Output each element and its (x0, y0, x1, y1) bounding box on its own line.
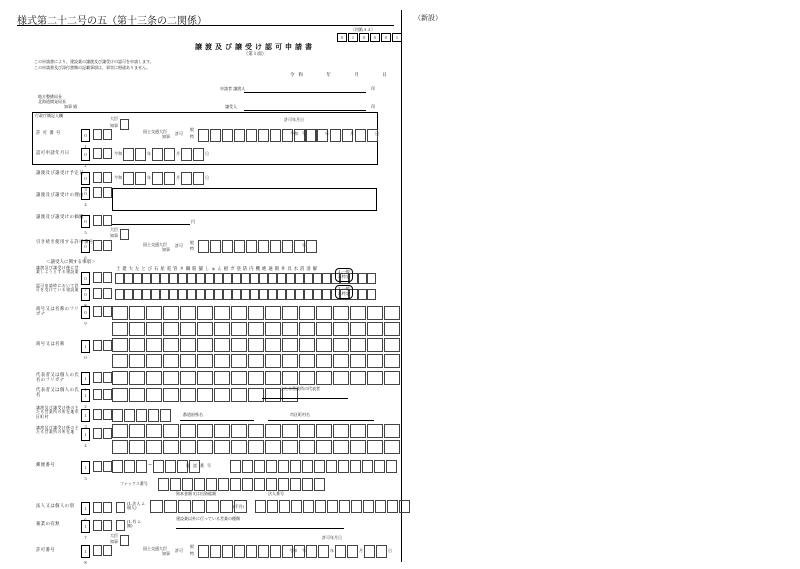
code-field[interactable] (93, 187, 112, 198)
code-field[interactable] (93, 340, 112, 351)
code-field[interactable] (93, 461, 112, 472)
general-label: 般 (190, 240, 194, 245)
type-choice-bracket (335, 285, 353, 299)
corp-number-label: 法人番号 (268, 491, 284, 496)
seal-mark: 印 (371, 86, 375, 91)
row-number: １５ (81, 461, 90, 474)
addressee-line: 知事 殿 (64, 104, 78, 109)
row-label: 譲渡及び譲受けの価額 (36, 215, 84, 220)
row-number: １０ (81, 340, 90, 353)
row-label: 代表者又は個人の氏名のフリガナ (36, 373, 80, 383)
row-number: ０６ (81, 240, 90, 253)
row-number: ０４ (81, 187, 90, 200)
row-number: １６ (81, 502, 90, 515)
license-date-field[interactable] (306, 545, 392, 558)
code-field[interactable] (93, 502, 112, 513)
main-office-rep-field[interactable] (262, 398, 348, 399)
scheduled-date-field[interactable] (123, 172, 209, 185)
continued-license-number-field[interactable] (198, 240, 317, 253)
capital-label: 資本金額又は出資総額 (176, 491, 216, 496)
assignee-section-title: ＜譲受人に関する事項＞ (46, 260, 96, 265)
era-label: 令和 (290, 131, 298, 136)
addressee-line: 地方整備局長 (38, 94, 62, 99)
year-label: 年 (330, 548, 334, 553)
license-number-field[interactable] (198, 545, 317, 558)
code-digit: ０ (381, 33, 391, 42)
addressee-line: 北海道開発局長 (38, 99, 66, 104)
number-suffix: 号 (302, 548, 306, 553)
row-label: 譲渡及び譲受けの理由 (36, 193, 84, 198)
row-number: ０８ (81, 288, 90, 301)
day-label: 日 (388, 548, 392, 553)
row-number: ０２ (81, 148, 90, 161)
mlit-label: 国土交通大臣 (143, 242, 167, 247)
governor-label: 知事 (110, 123, 118, 128)
representative-furigana[interactable] (112, 371, 400, 385)
row-label: 商号又は名称のフリガナ (36, 307, 79, 317)
title-underline (17, 25, 394, 26)
row-label: 認可申請年月日 (36, 151, 70, 156)
special-label: 特 (190, 551, 194, 556)
row-number: １１ (81, 372, 90, 385)
fax-label: ファックス番号 (120, 481, 148, 486)
code-field[interactable] (93, 389, 112, 400)
minister-label: 大臣 (110, 227, 118, 232)
mlit-label: 国土交通大臣 (143, 129, 167, 134)
choice-special: 2.特定 (338, 273, 350, 279)
document-title: 様式第二十二号の五（第十三条の二関係） (17, 16, 207, 27)
seal-mark: 印 (371, 104, 375, 109)
row-number: ０７ (81, 272, 90, 285)
code-field[interactable] (93, 306, 112, 317)
row-label: 譲渡及び譲受け予定日 (36, 171, 84, 176)
number-suffix: 号 (302, 131, 306, 136)
row-label: 譲渡及び譲受け後の主たる営業所の所在地 (36, 425, 79, 435)
month-label: 月 (176, 175, 180, 180)
other-business-field[interactable] (176, 528, 344, 529)
code-field[interactable] (93, 240, 112, 251)
entity-type-field[interactable] (116, 502, 125, 513)
code-field[interactable] (93, 129, 112, 140)
intro-line-1: この申請書により、建設業の譲渡及び譲受けの認可を申請します。 (34, 59, 154, 64)
row-label: 兼業の有無 (36, 522, 60, 527)
corp-number-field[interactable] (255, 500, 410, 513)
side-business-choice: (1.有 2.無) (127, 519, 142, 528)
license-label: 許可 (175, 548, 183, 553)
row-label: 認可申請時において許可を受けている建設業 (36, 283, 79, 293)
day-label: 日 (205, 151, 209, 156)
era-label: 令和 (114, 151, 122, 156)
company-furigana-line2[interactable] (112, 322, 400, 336)
admin-box-title: 行政庁側記入欄 (35, 113, 63, 118)
authority-field[interactable] (120, 119, 129, 130)
row-number: ０５ (81, 215, 90, 228)
year-label: 年 (147, 151, 151, 156)
code-field[interactable] (93, 215, 112, 226)
side-business-field[interactable] (116, 520, 125, 531)
code-digit: １ (392, 33, 402, 42)
license-label: 許可 (175, 243, 183, 248)
assignee-label: 譲受人 (225, 104, 237, 109)
general-label: 般 (190, 544, 194, 549)
phone-field[interactable] (230, 460, 397, 473)
date-line: 令和 年 月 日 (290, 73, 391, 78)
governor-label: 知事 (110, 233, 118, 238)
row-label: 許 可 番 号 (36, 131, 61, 136)
paper-size-note: （用紙Ａ４） (351, 27, 375, 32)
special-label: 特 (190, 134, 194, 139)
municipality-code-field[interactable] (112, 409, 171, 422)
thousand-yen-label: (千円) (233, 504, 245, 509)
code-field[interactable] (93, 272, 112, 283)
day-label: 日 (205, 175, 209, 180)
form-title: 譲渡及び譲受け認可申請書 (195, 42, 315, 51)
year-label: 年 (147, 175, 151, 180)
row-number: １８ (81, 545, 90, 558)
mlit-label: 国土交通大臣 (143, 546, 167, 551)
fax-field[interactable] (158, 478, 325, 491)
city-field[interactable] (268, 420, 374, 421)
applicant-name-field[interactable] (244, 92, 366, 93)
company-name-line2[interactable] (112, 354, 400, 368)
type-choice-bracket (335, 268, 353, 282)
governor-small-label: 知事 (162, 247, 170, 252)
city-label: 市区町村名 (290, 412, 310, 417)
other-business-label: 建設業以外に行っている営業の種類 (176, 516, 240, 521)
company-name-line1[interactable] (112, 338, 400, 352)
code-digit: ０ (359, 33, 369, 42)
era-label: 令和 (114, 175, 122, 180)
row-label: 郵便番号 (36, 463, 56, 468)
column-divider (401, 10, 402, 562)
special-label: 特 (190, 246, 194, 251)
application-date-field[interactable] (123, 148, 209, 161)
code-field[interactable] (93, 148, 112, 159)
authority-field[interactable] (120, 229, 129, 240)
row-number: １３ (81, 409, 90, 422)
assignee-name-field[interactable] (244, 110, 366, 111)
license-date-label: 許可年月日 (284, 117, 304, 122)
day-label: 日 (375, 131, 379, 136)
choice-special: 2.特定 (338, 290, 350, 296)
price-field[interactable] (112, 224, 190, 225)
row-number: １７ (81, 520, 90, 533)
minister-label: 大臣 (110, 116, 118, 121)
company-furigana-line1[interactable] (112, 306, 400, 320)
code-field[interactable] (93, 172, 112, 183)
row-number: ０１ (81, 129, 90, 142)
choice-general: 1.一般 (338, 269, 350, 274)
code-digit: ０ (370, 33, 380, 42)
address-line1[interactable] (112, 424, 400, 438)
row-number: １２ (81, 389, 90, 402)
license-date-label: 許可年月日 (322, 535, 342, 540)
license-label: 許可 (175, 131, 183, 136)
yen-label: 円 (191, 219, 195, 224)
row-label: 代表者又は個人の氏名 (36, 388, 80, 398)
governor-small-label: 知事 (162, 551, 170, 556)
number-suffix: 号 (302, 243, 306, 248)
form-code-boxes (337, 33, 402, 42)
code-field[interactable] (93, 372, 112, 383)
applicant-label: 申請者 譲渡人 (220, 86, 246, 91)
row-label: 許可番号 (36, 548, 56, 553)
address-line2[interactable] (112, 440, 400, 454)
era-label: 令和 (289, 548, 297, 553)
code-digit: １ (348, 33, 358, 42)
month-label: 月 (176, 151, 180, 156)
month-label: 月 (359, 548, 363, 553)
business-type-header: 土建大左とび石屋電管タ鋼筋舗しゅん板ガ塗防内機絶通園井具水消清解 (116, 267, 320, 272)
form-subtitle: （第１面） (243, 52, 267, 57)
row-label: 譲渡及び譲受け後に営業しようとする建設業 (36, 265, 79, 275)
row-label: 法人又は個人の別 (36, 504, 75, 509)
year-label: 年 (325, 131, 329, 136)
postal-code-field[interactable]: − (112, 460, 200, 473)
code-digit: ０ (337, 33, 347, 42)
row-number: ０９ (81, 306, 90, 319)
governor-small-label: 知事 (162, 134, 170, 139)
reason-textarea[interactable] (112, 188, 377, 211)
representative-name[interactable] (112, 388, 298, 402)
row-label: 引き続き使用する許可番号 (36, 240, 94, 245)
code-field[interactable] (93, 409, 112, 420)
intro-line-2: この申請書及び添付書類の記載事項は、事実に相違ありません。 (34, 65, 151, 70)
choice-general: 1.一般 (338, 286, 350, 291)
month-label: 月 (350, 131, 354, 136)
phone-label: 電話番号 (186, 463, 214, 468)
code-field[interactable] (93, 545, 112, 556)
main-office-rep-label: 主たる営業所の代表者 (280, 386, 320, 391)
row-label: 商号又は名称 (36, 342, 65, 347)
row-number: ０３ (81, 172, 90, 185)
general-label: 般 (190, 127, 194, 132)
entity-type-choice: (1.法人 2.個人) (127, 501, 146, 510)
new-provision-label: （新設） (414, 14, 442, 22)
governor-label: 知事 (110, 539, 118, 544)
license-number-field[interactable] (198, 129, 317, 142)
minister-label: 大臣 (110, 533, 118, 538)
prefecture-field[interactable] (180, 420, 254, 421)
authority-field[interactable] (120, 535, 129, 546)
prefecture-label: 都道府県名 (183, 412, 203, 417)
code-field[interactable] (93, 520, 112, 531)
row-number: １４ (81, 428, 90, 441)
code-field[interactable] (93, 428, 112, 439)
row-label: 譲渡及び譲受け後の主たる営業所の所在地市区町村 (36, 405, 79, 419)
code-field[interactable] (93, 288, 112, 299)
